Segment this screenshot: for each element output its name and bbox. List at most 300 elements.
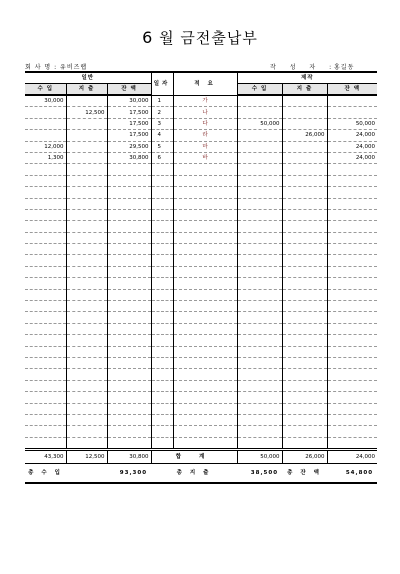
table-row [25,266,377,277]
table-row [25,152,377,163]
table-row [25,118,377,129]
totals-label: 합 계 [151,450,237,464]
manufacturing-balance-cell [327,301,377,312]
general-balance-cell [107,323,151,334]
general-income-cell [25,266,66,277]
general-balance-cell [107,198,151,209]
general-income-cell [25,221,66,232]
memo-cell [173,323,237,334]
day-cell [151,312,173,323]
general-expense-cell [66,141,107,152]
manufacturing-income-cell [237,403,282,414]
general-expense-cell [66,437,107,449]
general-expense-cell [66,209,107,220]
manufacturing-income-cell [237,392,282,403]
general-expense-cell [66,301,107,312]
general-balance-cell [107,209,151,220]
table-row [25,312,377,323]
general-expense-cell [66,118,107,129]
manufacturing-expense-cell: 26,000 [282,130,327,141]
ledger-body [25,95,377,450]
day-cell: 4 [151,130,173,141]
manufacturing-expense-cell [282,323,327,334]
manufacturing-balance-cell: 24,000 [327,152,377,163]
memo-cell: 바 [173,152,237,163]
manufacturing-income-cell [237,266,282,277]
general-income-cell [25,130,66,141]
memo-cell [173,164,237,175]
total-balance-label: 총 잔 액 [282,464,327,484]
memo-cell [173,198,237,209]
manufacturing-balance-cell [327,232,377,243]
memo-cell [173,175,237,186]
general-section-header: 일반 [25,72,151,84]
day-cell [151,335,173,346]
manufacturing-balance-cell [327,346,377,357]
day-cell [151,301,173,312]
manufacturing-balance-cell [327,403,377,414]
manufacturing-income-cell: 50,000 [237,118,282,129]
table-row [25,357,377,368]
general-balance-cell [107,187,151,198]
general-balance-cell [107,164,151,175]
manufacturing-balance-cell: 24,000 [327,141,377,152]
day-cell [151,380,173,391]
memo-cell [173,289,237,300]
table-row [25,187,377,198]
general-balance-cell: 30,800 [107,152,151,163]
general-income-cell [25,426,66,437]
general-balance-cell: 17,500 [107,118,151,129]
manufacturing-balance-cell [327,437,377,449]
day-cell [151,346,173,357]
day-cell [151,392,173,403]
manufacturing-expense-cell [282,312,327,323]
manufacturing-income-cell [237,346,282,357]
day-cell: 3 [151,118,173,129]
manufacturing-expense-cell [282,118,327,129]
table-row [25,141,377,152]
manufacturing-income-cell [237,380,282,391]
total-general-expense: 12,500 [66,450,107,464]
table-row [25,335,377,346]
memo-cell [173,392,237,403]
totals-row [25,450,377,464]
manufacturing-expense-cell [282,244,327,255]
general-balance-cell [107,232,151,243]
general-income-cell [25,380,66,391]
general-income-cell [25,278,66,289]
title-month: 6 [142,28,154,47]
general-balance-cell [107,414,151,425]
day-cell: 2 [151,107,173,118]
general-expense-cell [66,232,107,243]
manufacturing-expense-cell [282,301,327,312]
general-balance-cell [107,301,151,312]
memo-cell [173,403,237,414]
total-expense-value: 38,500 [237,464,282,484]
manufacturing-expense-cell [282,152,327,163]
memo-cell [173,278,237,289]
manufacturing-income-cell [237,244,282,255]
general-income-cell [25,164,66,175]
day-cell [151,357,173,368]
manufacturing-balance-cell [327,369,377,380]
memo-cell: 가 [173,95,237,107]
manufacturing-balance-cell [327,278,377,289]
manufacturing-expense-cell [282,335,327,346]
manufacturing-income-cell [237,312,282,323]
general-balance-cell [107,266,151,277]
general-income-cell [25,312,66,323]
manufacturing-balance-cell [327,198,377,209]
memo-cell: 라 [173,130,237,141]
general-balance-cell [107,175,151,186]
day-cell: 5 [151,141,173,152]
memo-cell [173,301,237,312]
general-balance-cell [107,255,151,266]
general-income-cell [25,187,66,198]
general-income-cell [25,198,66,209]
table-row [25,164,377,175]
day-cell [151,187,173,198]
general-expense-cell [66,289,107,300]
general-expense-cell [66,244,107,255]
manufacturing-income-cell [237,164,282,175]
memo-cell [173,380,237,391]
manufacturing-balance-cell [327,289,377,300]
manufacturing-expense-cell [282,209,327,220]
manufacturing-income-cell [237,95,282,107]
manufacturing-balance-cell [327,187,377,198]
manufacturing-balance-cell [327,266,377,277]
total-balance-value: 54,800 [327,464,377,484]
company-label: 회 사 명 : 유비즈랩 [25,64,88,71]
manufacturing-income-cell [237,130,282,141]
day-cell [151,255,173,266]
memo-cell [173,255,237,266]
general-balance-cell [107,437,151,449]
manufacturing-income-cell [237,323,282,334]
manufacturing-expense-cell [282,198,327,209]
header-row-groups [25,72,377,84]
manufacturing-income-cell [237,209,282,220]
general-expense-cell [66,198,107,209]
memo-cell [173,335,237,346]
day-cell [151,244,173,255]
manufacturing-income-cell [237,414,282,425]
manufacturing-balance-cell [327,175,377,186]
manufacturing-expense-cell [282,141,327,152]
summary-row [25,464,377,484]
general-expense-cell [66,426,107,437]
general-expense-cell [66,152,107,163]
manufacturing-expense-cell [282,221,327,232]
manufacturing-balance-cell [327,323,377,334]
manufacturing-income-cell [237,175,282,186]
general-expense-cell [66,187,107,198]
memo-cell [173,244,237,255]
general-income-cell [25,403,66,414]
day-cell [151,278,173,289]
general-balance-cell [107,335,151,346]
manufacturing-expense-cell [282,266,327,277]
manufacturing-income-cell [237,198,282,209]
manufacturing-income-cell [237,187,282,198]
table-row [25,221,377,232]
general-expense-cell [66,369,107,380]
total-manufacturing-income: 50,000 [237,450,282,464]
table-row [25,198,377,209]
memo-cell [173,414,237,425]
table-row [25,392,377,403]
general-balance-cell [107,357,151,368]
day-cell: 1 [151,95,173,107]
manufacturing-balance-cell [327,95,377,107]
general-expense-cell [66,346,107,357]
day-cell [151,209,173,220]
manufacturing-income-cell [237,141,282,152]
general-income-cell [25,232,66,243]
day-cell [151,221,173,232]
general-expense-cell [66,278,107,289]
general-expense-header: 지 출 [66,84,107,96]
general-balance-cell [107,403,151,414]
manufacturing-expense-cell [282,164,327,175]
page-title [0,27,400,48]
general-expense-cell [66,392,107,403]
manufacturing-income-cell [237,357,282,368]
manufacturing-expense-cell [282,403,327,414]
general-income-cell [25,369,66,380]
general-expense-cell [66,312,107,323]
memo-cell [173,312,237,323]
general-expense-cell [66,130,107,141]
manufacturing-balance-cell [327,335,377,346]
general-income-cell: 30,000 [25,95,66,107]
memo-cell [173,426,237,437]
general-expense-cell [66,95,107,107]
general-expense-cell [66,221,107,232]
table-row [25,346,377,357]
day-cell [151,426,173,437]
general-balance-cell [107,346,151,357]
general-expense-cell [66,403,107,414]
general-income-cell: 12,000 [25,141,66,152]
manufacturing-expense-cell [282,187,327,198]
general-expense-cell [66,175,107,186]
manufacturing-income-cell [237,221,282,232]
manufacturing-section-header: 제작 [237,72,377,84]
table-row [25,301,377,312]
general-expense-cell [66,414,107,425]
general-income-cell: 1,300 [25,152,66,163]
manufacturing-balance-cell [327,209,377,220]
author-name: 홍길동 [334,64,355,71]
table-row [25,426,377,437]
manufacturing-expense-cell [282,426,327,437]
manufacturing-expense-cell [282,357,327,368]
manufacturing-balance-cell [327,357,377,368]
general-balance-cell [107,380,151,391]
day-cell [151,414,173,425]
general-income-cell [25,209,66,220]
table-row [25,437,377,449]
general-balance-cell [107,426,151,437]
manufacturing-balance-cell [327,221,377,232]
memo-cell [173,369,237,380]
general-balance-cell [107,244,151,255]
general-balance-cell: 29,500 [107,141,151,152]
table-row [25,175,377,186]
manufacturing-balance-cell [327,426,377,437]
manufacturing-balance-header: 잔 액 [327,84,377,96]
general-balance-cell [107,289,151,300]
total-income-value: 93,300 [66,464,151,484]
general-balance-cell: 30,000 [107,95,151,107]
general-income-cell [25,335,66,346]
manufacturing-balance-cell: 50,000 [327,118,377,129]
ledger-table [25,71,377,484]
general-expense-cell [66,164,107,175]
manufacturing-expense-cell [282,392,327,403]
day-cell [151,369,173,380]
manufacturing-expense-cell [282,437,327,449]
manufacturing-income-cell [237,301,282,312]
day-cell [151,198,173,209]
manufacturing-income-cell [237,426,282,437]
table-row [25,232,377,243]
manufacturing-income-cell [237,335,282,346]
table-row [25,369,377,380]
day-cell: 6 [151,152,173,163]
manufacturing-expense-cell [282,346,327,357]
day-column-header: 일자 [151,72,173,95]
general-expense-cell [66,266,107,277]
table-row [25,209,377,220]
total-general-income: 43,300 [25,450,66,464]
manufacturing-balance-cell [327,244,377,255]
total-manufacturing-expense: 26,000 [282,450,327,464]
title-text: 월 금전출납부 [159,29,258,47]
table-row [25,278,377,289]
table-row [25,403,377,414]
author-label: 작 성 자 : [270,64,338,71]
general-balance-cell: 17,500 [107,130,151,141]
day-cell [151,175,173,186]
general-income-cell [25,414,66,425]
memo-cell [173,437,237,449]
general-income-cell [25,107,66,118]
manufacturing-balance-cell [327,392,377,403]
day-cell [151,164,173,175]
general-income-cell [25,255,66,266]
general-expense-cell [66,357,107,368]
memo-cell [173,232,237,243]
manufacturing-expense-header: 지 출 [282,84,327,96]
manufacturing-income-header: 수 입 [237,84,282,96]
manufacturing-expense-cell [282,175,327,186]
general-expense-cell: 12,500 [66,107,107,118]
total-general-balance: 30,800 [107,450,151,464]
memo-cell: 다 [173,118,237,129]
general-income-cell [25,301,66,312]
total-expense-label: 총 지 출 [151,464,237,484]
general-income-cell [25,437,66,449]
general-income-header: 수 입 [25,84,66,96]
manufacturing-balance-cell: 24,000 [327,130,377,141]
general-income-cell [25,392,66,403]
memo-cell [173,346,237,357]
manufacturing-balance-cell [327,107,377,118]
total-income-label: 총 수 입 [25,464,66,484]
manufacturing-income-cell [237,255,282,266]
memo-cell: 마 [173,141,237,152]
day-cell [151,403,173,414]
general-income-cell [25,323,66,334]
day-cell [151,323,173,334]
manufacturing-balance-cell [327,380,377,391]
table-row [25,107,377,118]
memo-column-header: 적 요 [173,72,237,95]
manufacturing-balance-cell [327,164,377,175]
table-row [25,95,377,107]
day-cell [151,437,173,449]
general-income-cell [25,118,66,129]
manufacturing-income-cell [237,107,282,118]
general-expense-cell [66,380,107,391]
manufacturing-expense-cell [282,255,327,266]
table-row [25,380,377,391]
manufacturing-income-cell [237,152,282,163]
total-manufacturing-balance: 24,000 [327,450,377,464]
manufacturing-expense-cell [282,107,327,118]
manufacturing-balance-cell [327,312,377,323]
day-cell [151,266,173,277]
manufacturing-income-cell [237,289,282,300]
manufacturing-balance-cell [327,414,377,425]
general-expense-cell [66,335,107,346]
general-balance-cell [107,392,151,403]
general-balance-cell: 17,500 [107,107,151,118]
manufacturing-expense-cell [282,380,327,391]
memo-cell [173,187,237,198]
manufacturing-expense-cell [282,369,327,380]
general-income-cell [25,289,66,300]
manufacturing-income-cell [237,369,282,380]
general-balance-cell [107,278,151,289]
general-income-cell [25,175,66,186]
general-income-cell [25,244,66,255]
general-expense-cell [66,323,107,334]
general-income-cell [25,346,66,357]
day-cell [151,232,173,243]
manufacturing-expense-cell [282,95,327,107]
memo-cell [173,357,237,368]
memo-cell [173,209,237,220]
table-row [25,130,377,141]
table-row [25,323,377,334]
manufacturing-expense-cell [282,232,327,243]
general-balance-cell [107,312,151,323]
table-row [25,414,377,425]
memo-cell [173,221,237,232]
general-balance-cell [107,369,151,380]
general-balance-header: 잔 액 [107,84,151,96]
manufacturing-income-cell [237,437,282,449]
memo-cell: 나 [173,107,237,118]
manufacturing-expense-cell [282,278,327,289]
